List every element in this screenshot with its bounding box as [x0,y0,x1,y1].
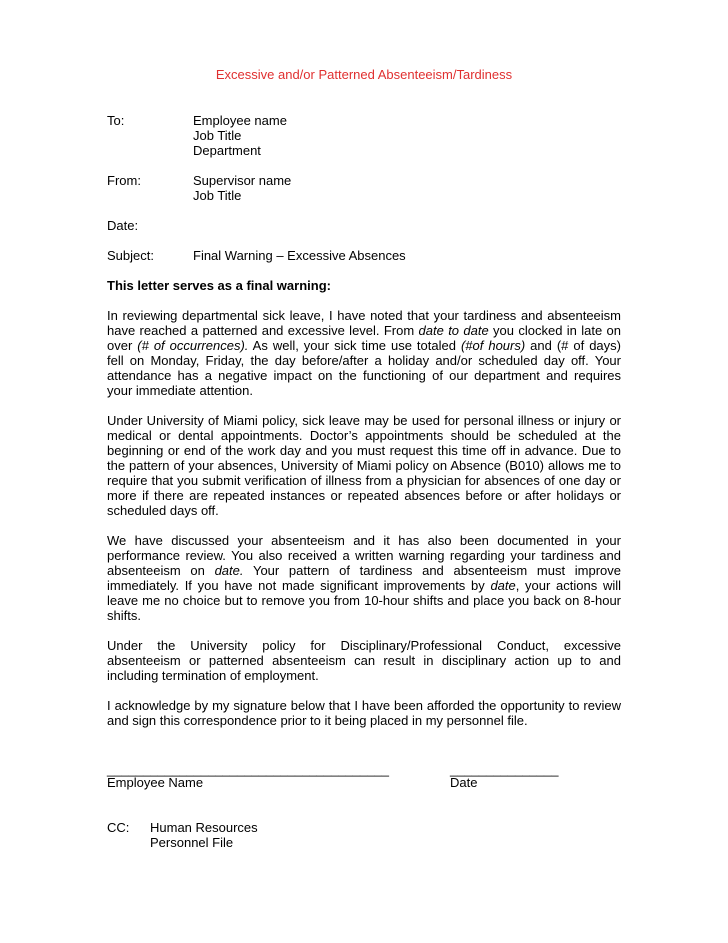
text-line: shifts. [107,608,141,623]
text-line: I acknowledge by my signature below that I have been afforded the opportunity to review [107,698,621,713]
to-department: Department [193,143,261,158]
paragraph-acknowledgement [107,698,621,728]
text-line: medical or dental appointments. Doctor’s appointments should be scheduled at the [107,428,621,443]
cc-human-resources: Human Resources [150,820,258,835]
text-line: immediately. If you have not made significant improvements by date, your actions will [107,578,621,593]
placeholder-hours: (#of hours) [460,338,526,353]
cc-personnel-file: Personnel File [150,835,234,850]
subject-label: Subject: [107,248,154,263]
text-line: fell on Monday, Friday, the day before/after a holiday and/or scheduled day off. Your [107,353,621,368]
text-line: over (# of occurrences). As well, your sick time use totaled (#of hours) and (# of days) [107,338,621,353]
text-line: attendance has a negative impact on the functioning of our department and requires [107,368,621,383]
page-title: Excessive and/or Patterned Absenteeism/Tardiness [215,67,513,82]
text-line: In reviewing departmental sick leave, I have noted that your tardiness and absenteeism [107,308,621,323]
text-line: the pattern of your absences, University of Miami policy on Absence (B010) allows me to [107,458,621,473]
paragraph-discussion [107,533,621,623]
placeholder-occurrences: (# of occurrences). [137,338,249,353]
intro-statement: This letter serves as a final warning: [107,278,331,293]
paragraph-review [107,308,621,398]
from-supervisor-name: Supervisor name [193,173,292,188]
subject-value: Final Warning – Excessive Absences [193,248,406,263]
to-label: To: [107,113,125,128]
to-job-title: Job Title [193,128,242,143]
text-line: and sign this correspondence prior to it being placed in my personnel file. [107,713,528,728]
paragraph-policy [107,413,621,518]
text-line: including termination of employment. [107,668,319,683]
to-employee-name: Employee name [193,113,287,128]
text-line: more if there are repeated instances or repeated absences before or after holidays or [107,488,621,503]
text-line: performance review. You also received a written warning regarding your tardiness and [107,548,621,563]
text-line: We have discussed your absenteeism and it has also been documented in your [107,533,621,548]
employee-signature-line[interactable]: _______________________________________ [107,762,389,777]
from-label: From: [107,173,141,188]
signature-date-label: Date [450,775,478,790]
placeholder-date: date [490,578,516,593]
placeholder-date-range: date to date [418,323,489,338]
text-line: absenteeism or patterned absenteeism can result in disciplinary action up to and [107,653,621,668]
paragraph-conduct [107,638,621,683]
text-line: beginning or end of the work day and you must request this time off in advance. Due to [107,443,621,458]
date-label: Date: [107,218,139,233]
placeholder-date: date. [214,563,244,578]
text-line: leave me no choice but to remove you from 10-hour shifts and place you back on 8-hour [107,593,621,608]
text-line: require that you submit verification of illness from a physician for absences of one day or [107,473,621,488]
text-line: Under the University policy for Disciplinary/Professional Conduct, excessive [107,638,621,653]
cc-label: CC: [107,820,130,835]
text-line: your immediate attention. [107,383,253,398]
date-signature-line[interactable]: _______________ [450,762,559,777]
employee-name-label: Employee Name [107,775,204,790]
text-line: absenteeism on date. Your pattern of tardiness and absenteeism must improve [107,563,621,578]
from-job-title: Job Title [193,188,242,203]
text-line: have reached a patterned and excessive level. From date to date you clocked in late on [107,323,621,338]
text-line: Under University of Miami policy, sick leave may be used for personal illness or injury or [107,413,621,428]
text-line: scheduled days off. [107,503,219,518]
